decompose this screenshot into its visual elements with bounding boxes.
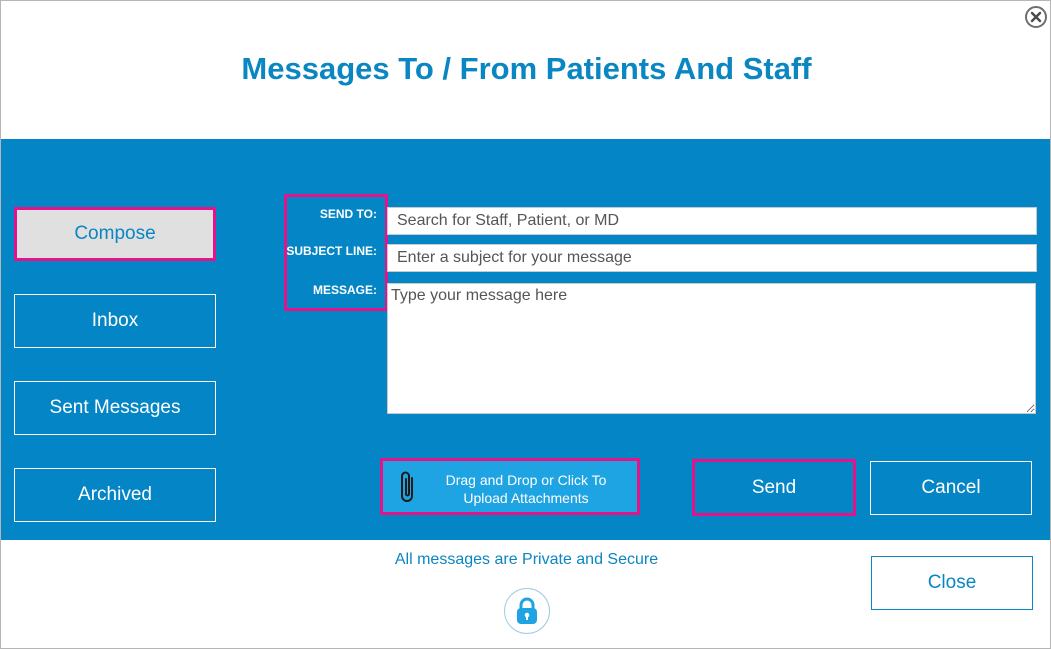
paperclip-icon bbox=[398, 469, 418, 505]
upload-label bbox=[431, 471, 621, 507]
inbox-button[interactable]: Inbox bbox=[14, 294, 216, 348]
upload-label-line-2: Upload Attachments bbox=[463, 490, 589, 506]
message-label: MESSAGE: bbox=[312, 283, 377, 297]
cancel-button[interactable]: Cancel bbox=[870, 461, 1032, 515]
lock-badge bbox=[504, 588, 550, 634]
send-to-label: SEND TO: bbox=[319, 207, 377, 221]
secure-notice: All messages are Private and Secure bbox=[394, 551, 659, 568]
subject-line-label: SUBJECT LINE: bbox=[286, 244, 377, 258]
close-icon[interactable] bbox=[1025, 6, 1047, 28]
subject-input[interactable] bbox=[387, 244, 1037, 272]
sent-messages-button[interactable]: Sent Messages bbox=[14, 381, 216, 435]
compose-button[interactable]: Compose bbox=[14, 207, 216, 261]
lock-icon bbox=[514, 596, 540, 626]
archived-button[interactable]: Archived bbox=[14, 468, 216, 522]
upload-label-line-1: Drag and Drop or Click To bbox=[445, 472, 607, 488]
send-button[interactable]: Send bbox=[692, 459, 856, 516]
upload-attachments-button[interactable] bbox=[380, 458, 640, 515]
message-textarea[interactable] bbox=[387, 283, 1036, 414]
send-to-input[interactable] bbox=[387, 207, 1037, 235]
close-button[interactable]: Close bbox=[871, 556, 1033, 610]
page-title: Messages To / From Patients And Staff bbox=[241, 51, 812, 86]
